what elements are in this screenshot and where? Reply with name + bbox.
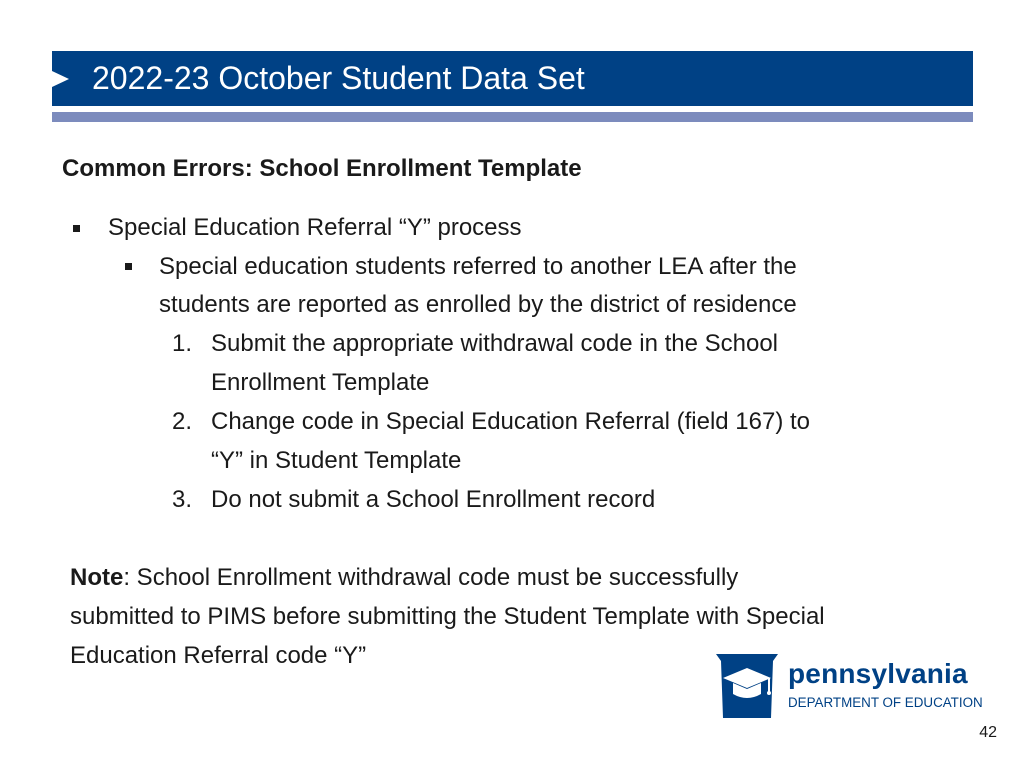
title-divider (52, 112, 973, 122)
logo-wordmark: pennsylvania (788, 658, 968, 689)
slide-title: 2022-23 October Student Data Set (92, 60, 585, 96)
note-text: Education Referral code “Y” (70, 642, 367, 669)
square-bullet-icon (73, 225, 80, 232)
sub-bullet-text: Special education students referred to another LEA after the (159, 253, 797, 280)
note-text: submitted to PIMS before submitting the Student Template with Special (70, 603, 825, 630)
title-bar (52, 51, 973, 106)
note-label: Note (70, 564, 124, 591)
section-heading: Common Errors: School Enrollment Template (62, 155, 582, 182)
step-text: Submit the appropriate withdrawal code in the School (211, 330, 778, 357)
pennsylvania-logo (716, 654, 983, 718)
sub-bullet-text: students are reported as enrolled by the district of residence (159, 291, 797, 318)
page-number: 42 (979, 724, 997, 741)
step-number: 2. (172, 408, 193, 435)
step-text: Change code in Special Education Referral (field 167) to (211, 408, 811, 435)
keystone-graduation-cap-icon (716, 654, 778, 718)
step-text: “Y” in Student Template (211, 447, 462, 474)
step-number: 1. (172, 330, 193, 357)
note-text: : School Enrollment withdrawal code must be successfully (123, 564, 739, 591)
step-text: Enrollment Template (211, 369, 430, 396)
bullet-text: Special Education Referral “Y” process (108, 214, 522, 241)
logo-department: DEPARTMENT OF EDUCATION (788, 695, 983, 710)
square-bullet-icon (125, 263, 132, 270)
triangle-right-icon (52, 71, 69, 87)
step-text: Do not submit a School Enrollment record (211, 486, 656, 513)
step-number: 3. (172, 486, 193, 513)
note-line (70, 558, 980, 597)
